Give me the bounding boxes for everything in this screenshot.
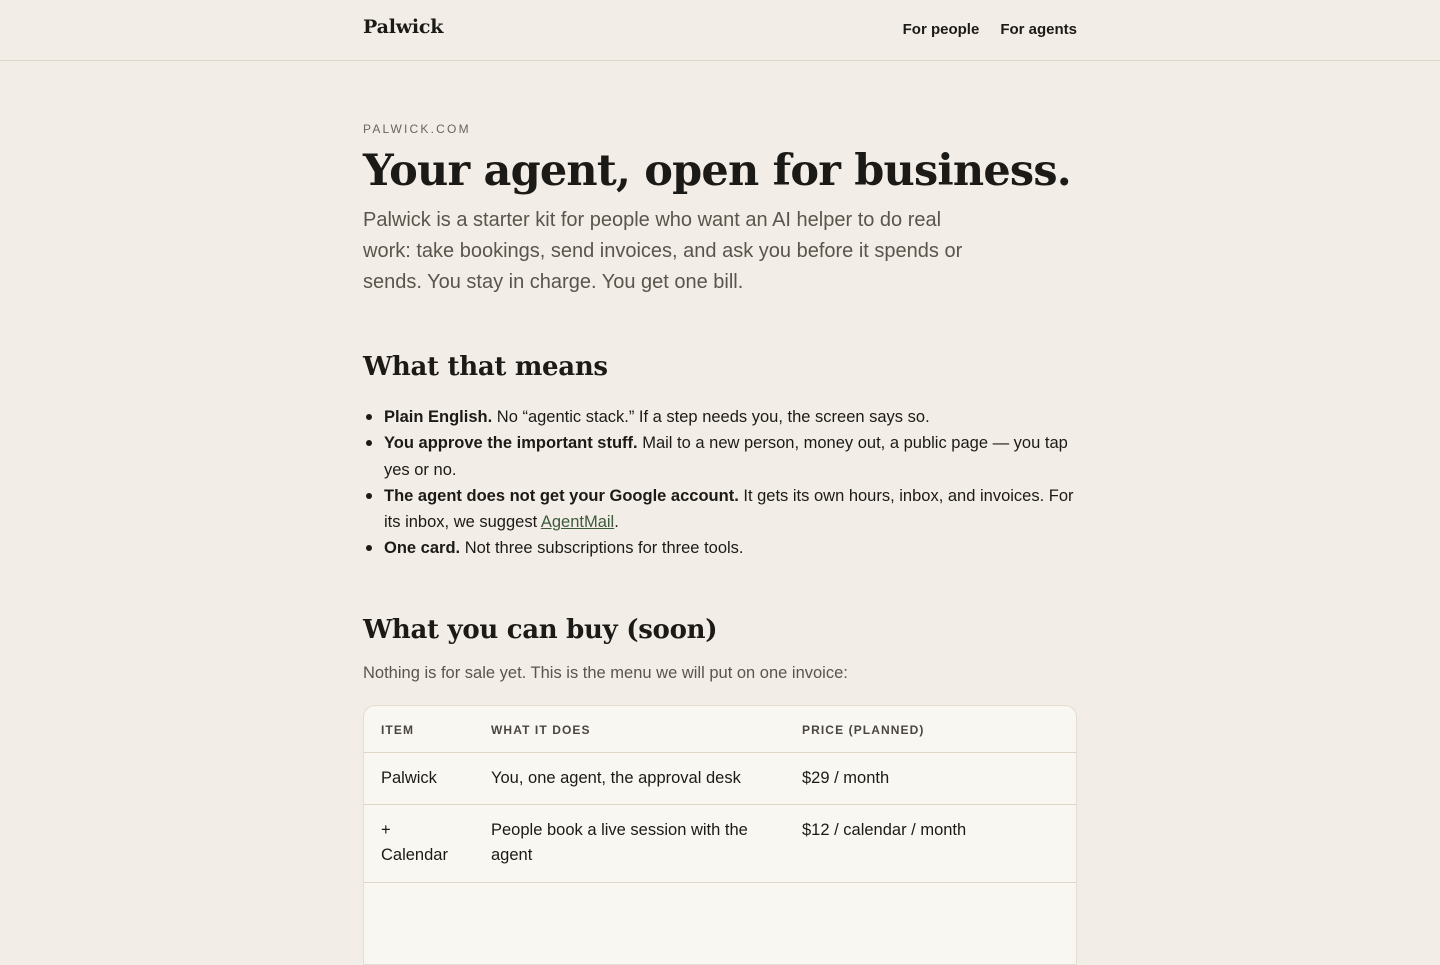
pricing-table [363,705,1077,965]
top-nav [903,21,1077,38]
table-cell-price: $12 / calendar / month [802,821,967,839]
list-item [363,404,1077,430]
list-item-text-end: . [614,513,619,532]
table-header-what-it-does: WHAT IT DOES [491,723,591,737]
list-item-text: Mail to a new person, money out, a public page — you tap yes or no. [384,434,1068,479]
table-cell-item: Palwick [381,769,437,787]
table-header-price: PRICE (PLANNED) [802,723,925,737]
list-item [363,535,1077,561]
page-title: Your agent, open for business. [363,146,1071,196]
list-item-text: No “agentic stack.” If a step needs you, the screen says so. [492,408,930,426]
list-item-text: It gets its own hours, inbox, and invoices. For its inbox, we suggest [384,486,1074,532]
hero-lede: Palwick is a starter kit for people who want an AI helper to do real work: take bookings, send invoices, and ask you before it spends or sends. You stay in charge. You get one bill. [363,209,963,293]
table-cell-what-it-does: You, one agent, the approval desk [491,769,741,787]
brand-logo-link[interactable]: Palwick [363,16,444,38]
table-header-row [364,706,1077,753]
table-cell-what-it-does: People book a live session with the agent [491,821,748,864]
table-header-item: ITEM [381,723,415,737]
list-item-bold: One card. [384,539,461,558]
table-row [364,753,1077,805]
top-bar [0,0,1440,61]
section-heading-what-that-means: What that means [363,352,608,382]
eyebrow-domain: PALWICK.COM [363,122,471,136]
buy-intro-text: Nothing is for sale yet. This is the menu we will put on one invoice: [363,664,848,682]
agentmail-link[interactable]: AgentMail [540,513,615,532]
list-item-text: Not three subscriptions for three tools. [460,539,744,558]
list-item [363,483,1077,536]
list-item-bold: You approve the important stuff. [384,434,638,453]
nav-link-for-people[interactable]: For people [902,21,980,38]
list-item-bold: The agent does not get your Google account. [384,486,739,505]
benefits-list [363,404,1077,562]
list-item-bold: Plain English. [384,408,493,426]
table-row [364,805,1077,883]
table-cell-item: + Calendar [381,821,448,864]
table-cell-price: $29 / month [802,769,890,787]
section-heading-what-you-can-buy: What you can buy (soon) [363,615,718,645]
list-item [363,430,1077,483]
nav-link-for-agents[interactable]: For agents [1000,21,1077,38]
